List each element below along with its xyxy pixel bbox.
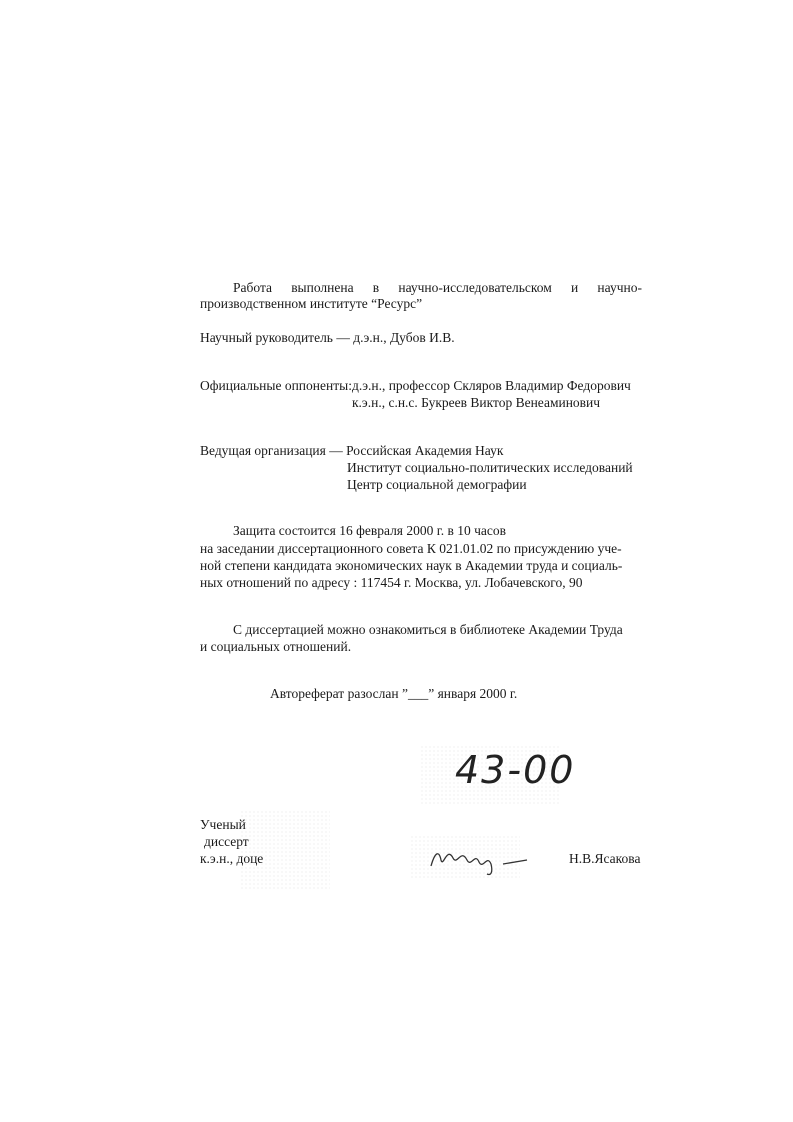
work-word: научно- bbox=[597, 280, 642, 295]
work-word: Работа bbox=[233, 280, 272, 295]
library-line-2: и социальных отношений. bbox=[200, 639, 352, 654]
lead-org-line-2: Институт социально-политических исследований bbox=[347, 460, 633, 475]
opponents-line-2: к.э.н., с.н.с. Букреев Виктор Венеаминович bbox=[352, 395, 601, 410]
defense-line-3: ной степени кандидата экономических наук в Академии труда и социаль- bbox=[200, 558, 623, 573]
lead-org-line-3: Центр социальной демографии bbox=[347, 477, 527, 492]
secretary-line-3: к.э.н., доце bbox=[200, 851, 264, 866]
defense-line-2: на заседании диссертационного совета К 021.01.02 по присуждению уче- bbox=[200, 541, 622, 556]
defense-line-4: ных отношений по адресу : 117454 г. Москва, ул. Лобачевского, 90 bbox=[200, 575, 583, 590]
work-line-1 bbox=[233, 280, 642, 296]
abstract-sent-line: Автореферат разослан ”___” января 2000 г. bbox=[270, 686, 518, 701]
library-line-1: С диссертацией можно ознакомиться в библиотеке Академии Труда bbox=[233, 622, 623, 637]
scan-noise bbox=[240, 810, 330, 890]
signature bbox=[425, 838, 535, 878]
secretary-line-1: Ученый bbox=[200, 817, 246, 832]
handwritten-number: 43-00 bbox=[455, 748, 576, 792]
defense-line-1: Защита состоится 16 февраля 2000 г. в 10 часов bbox=[233, 523, 507, 538]
work-word: и bbox=[571, 280, 579, 295]
opponents-line-1: Официальные оппоненты:д.э.н., профессор Скляров Владимир Федорович bbox=[200, 378, 631, 393]
lead-org-line-1: Ведущая организация — Российская Академия Наук bbox=[200, 443, 504, 458]
supervisor-line: Научный руководитель — д.э.н., Дубов И.В. bbox=[200, 330, 455, 345]
secretary-line-2: диссерт bbox=[204, 834, 249, 849]
work-line-2: производственном институте “Ресурс” bbox=[200, 296, 423, 311]
work-word: выполнена bbox=[291, 280, 354, 295]
work-word: в bbox=[372, 280, 380, 295]
secretary-name: Н.В.Ясакова bbox=[569, 851, 641, 866]
work-word: научно-исследовательском bbox=[398, 280, 552, 295]
